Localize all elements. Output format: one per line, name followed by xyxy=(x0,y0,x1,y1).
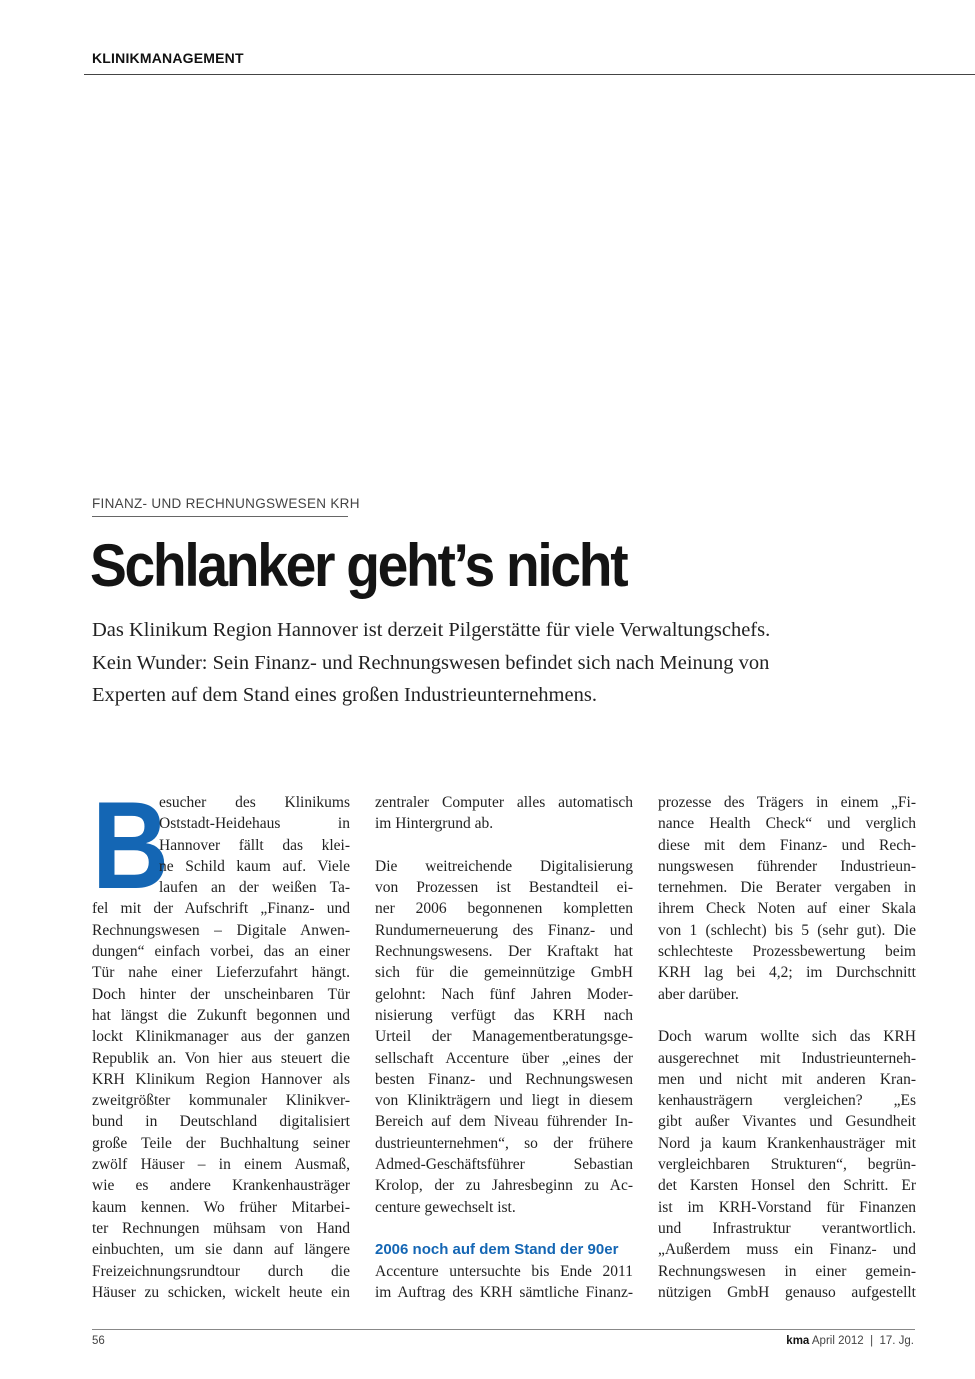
text-line: und Infrastruktur verantwortlich. xyxy=(658,1219,916,1237)
text-line: KRH Klinikum Region Hannover als xyxy=(92,1070,350,1088)
text-line: von 1 (schlecht) bis 5 (sehr gut). Die xyxy=(658,921,916,939)
text-line: lockt Klinikmanager aus der ganzen xyxy=(92,1028,350,1046)
text-line: esucher des Klinikums xyxy=(159,794,350,811)
lead-line: Experten auf dem Stand eines großen Industrieunternehmens. xyxy=(92,684,597,706)
text-line: ternehmen. Die Berater vergaben in xyxy=(658,879,916,897)
text-line: Rundumerneuerung des Finanz- und xyxy=(375,921,633,939)
text-line: kenhausträgern vergleichen? „Es xyxy=(658,1092,916,1110)
text-line: laufen an der weißen Ta- xyxy=(159,879,350,897)
body-column-1 xyxy=(92,777,350,1303)
text-line: kaum kennen. Wo früher Mitarbei- xyxy=(92,1198,350,1216)
text-line: von Prozessen ist Bestandteil ei- xyxy=(375,879,633,897)
text-line: von Klinikträgern und liegt in diesem xyxy=(375,1092,633,1110)
body-column-2 xyxy=(375,792,633,1303)
text-line: Tür nahe einer Lieferzufahrt hängt. xyxy=(92,964,350,982)
text-line: einbuchten, um sie dann auf längere xyxy=(92,1241,350,1259)
issue-date: April 2012 xyxy=(811,1335,864,1347)
text-line: det Karsten Honsel den Schritt. Er xyxy=(658,1177,916,1195)
footer-divider xyxy=(92,1329,915,1330)
text-line: prozesse des Trägers in einem „Fi- xyxy=(658,794,916,811)
text-line: dustrieunternehmen“, so der frühere xyxy=(375,1134,633,1152)
drop-cap: B xyxy=(92,777,170,915)
text-line: Rechnungswesen in einer gemein- xyxy=(658,1262,916,1280)
article-subhead: 2006 noch auf dem Stand der 90er xyxy=(375,1241,619,1259)
text-line: Doch hinter der unscheinbaren Tür xyxy=(92,985,350,1003)
text-line: ner 2006 begonnenen kompletten xyxy=(375,900,633,918)
text-line: zwölf Häuser – in einem Ausmaß, xyxy=(92,1156,350,1174)
text-line: Doch warum wollte sich das KRH xyxy=(658,1028,916,1046)
text-line: fel mit der Aufschrift „Finanz- und xyxy=(92,900,350,918)
text-line: nisierung verfügt das KRH nach xyxy=(375,1006,633,1024)
text-line: ter Rechnungen mühsam von Hand xyxy=(92,1219,350,1237)
text-line: diese mit dem Finanz- und Rech- xyxy=(658,836,916,854)
text-line: Urteil der Managementberatungsge- xyxy=(375,1028,633,1046)
text-line: „Außerdem muss ein Finanz- und xyxy=(658,1241,916,1259)
text-line: nungswesen führender Industrieun- xyxy=(658,857,916,875)
article-lead xyxy=(92,614,882,712)
paragraph-gap xyxy=(375,835,633,856)
text-line: gibt außer Vivantes und Gesundheit xyxy=(658,1113,916,1131)
footer-separator: | xyxy=(870,1335,874,1347)
magazine-brand: kma xyxy=(786,1335,810,1347)
paragraph-gap xyxy=(658,1005,916,1026)
article-kicker: FINANZ- UND RECHNUNGSWESEN KRH xyxy=(92,496,360,511)
text-line: vergleichbaren Strukturen“, begrün- xyxy=(658,1156,916,1174)
volume: 17. Jg. xyxy=(879,1335,914,1347)
kicker-underline xyxy=(92,516,348,517)
text-line: Republik an. Von hier aus steuert die xyxy=(92,1049,350,1067)
text-line: dungen“ einfach vorbei, das an einer xyxy=(92,943,350,961)
lead-line: Kein Wunder: Sein Finanz- und Rechnungswesen befindet sich nach Meinung von xyxy=(92,651,770,674)
text-line: sellschaft Accenture über „eines der xyxy=(375,1049,633,1067)
text-line: im Hintergrund ab. xyxy=(375,815,494,833)
text-line: Bereich auf dem Niveau führender In- xyxy=(375,1113,633,1131)
text-line: Oststadt-Heidehaus in xyxy=(159,815,350,833)
text-line: centure gewechselt ist. xyxy=(375,1198,516,1216)
text-line: große Teile der Buchhaltung seiner xyxy=(92,1134,350,1152)
text-line: aber darüber. xyxy=(658,985,739,1003)
text-line: ihrem Check Noten auf einer Skala xyxy=(658,900,916,918)
text-line: men und nicht mit anderen Kran- xyxy=(658,1070,916,1088)
page-number: 56 xyxy=(92,1335,105,1347)
text-line: im Auftrag des KRH sämtliche Finanz- xyxy=(375,1283,633,1301)
text-line: gelohnt: Nach fünf Jahren Moder- xyxy=(375,985,633,1003)
text-line: besten Finanz- und Rechnungswesen xyxy=(375,1070,633,1088)
text-line: ausgerechnet mit Industrieunterneh- xyxy=(658,1049,916,1067)
footer-issue-info xyxy=(786,1335,914,1347)
text-line: ne Schild kaum auf. Viele xyxy=(159,857,350,875)
text-line: nance Health Check“ und verglich xyxy=(658,815,916,833)
section-divider xyxy=(84,74,975,75)
text-line: Häuser zu schicken, wickelt heute ein xyxy=(92,1283,350,1301)
text-line: Krolop, der zu Jahresbeginn zu Ac- xyxy=(375,1177,633,1195)
text-line: Freizeichnungsrundtour durch die xyxy=(92,1262,350,1280)
text-line: Admed-Geschäftsführer Sebastian xyxy=(375,1156,633,1174)
text-line: sich für die gemeinnützige GmbH xyxy=(375,964,633,982)
text-line: KRH lag bei 4,2; im Durchschnitt xyxy=(658,964,916,982)
text-line: bund in Deutschland digitalisiert xyxy=(92,1113,350,1131)
text-line: Nord ja kaum Krankenhausträger mit xyxy=(658,1134,916,1152)
text-line: Rechnungswesen – Digitale Anwen- xyxy=(92,921,350,939)
text-line: Hannover fällt das klei- xyxy=(159,836,350,854)
text-line: schlechteste Prozessbewertung beim xyxy=(658,943,916,961)
text-line: Die weitreichende Digitalisierung xyxy=(375,857,633,875)
text-line: hat längst die Zukunft begonnen und xyxy=(92,1006,350,1024)
body-column-3 xyxy=(658,792,916,1303)
text-line: Accenture untersuchte bis Ende 2011 xyxy=(375,1262,633,1280)
text-line: zentraler Computer alles automatisch xyxy=(375,794,633,811)
text-line: nützigen GmbH genauso aufgestellt xyxy=(658,1283,916,1301)
text-line: Rechnungswesens. Der Kraftakt hat xyxy=(375,943,633,961)
text-line: ist im KRH-Vorstand für Finanzen xyxy=(658,1198,916,1216)
section-label: KLINIKMANAGEMENT xyxy=(92,50,244,66)
text-line: zweitgrößter kommunaler Klinikver- xyxy=(92,1092,350,1110)
lead-line: Das Klinikum Region Hannover ist derzeit Pilgerstätte für viele Verwaltungschefs. xyxy=(92,619,771,641)
article-headline: Schlanker geht’s nicht xyxy=(90,532,627,599)
paragraph-gap xyxy=(375,1218,633,1239)
text-line: wie es andere Krankenhausträger xyxy=(92,1177,350,1195)
